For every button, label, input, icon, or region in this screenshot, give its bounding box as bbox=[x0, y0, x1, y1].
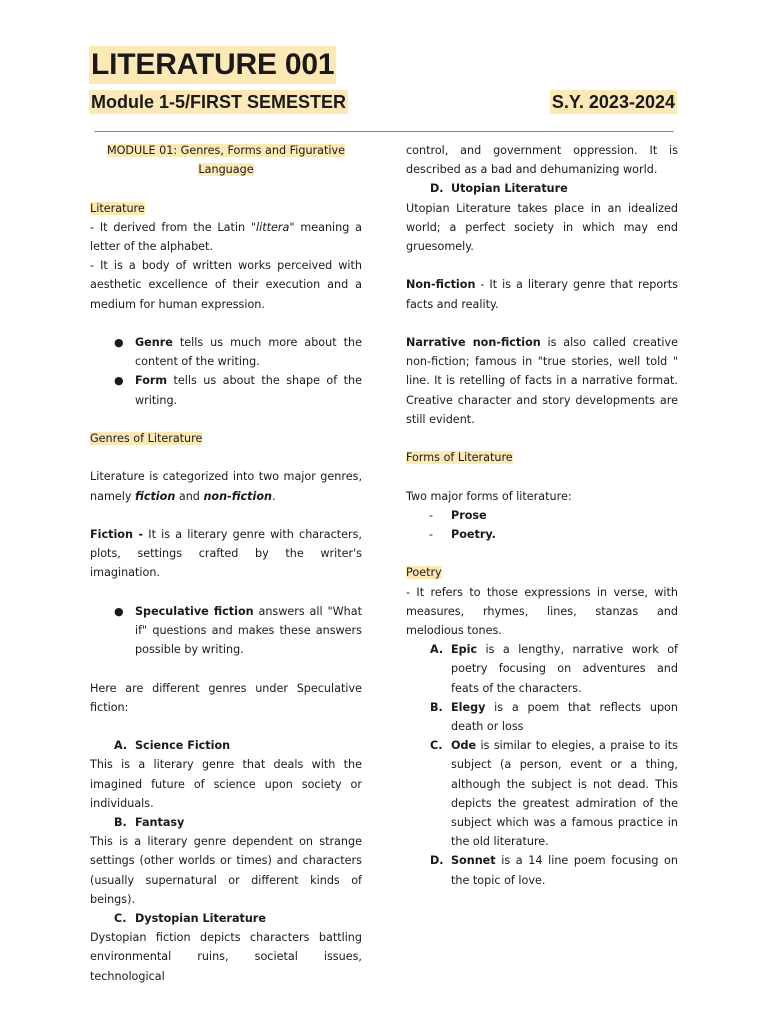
fiction-paragraph: Fiction - It is a literary genre with characters, plots, settings crafted by the writer's imagination. bbox=[90, 527, 362, 580]
section-heading-literature: Literature bbox=[90, 201, 145, 215]
poetry-item-epic: A. Epic is a lengthy, narrative work of poetry focusing on adventures and feats of the characters. bbox=[430, 643, 678, 695]
science-fiction-text: This is a literary genre that deals with the imagined future of science upon society or individuals. bbox=[90, 758, 362, 810]
section-heading-poetry: Poetry bbox=[406, 566, 442, 580]
bullet-speculative-fiction: ● Speculative fiction answers all "What if" questions and makes these answers possible by writing. bbox=[90, 602, 362, 660]
school-year: S.Y. 2023-2024 bbox=[551, 92, 675, 112]
form-item-poetry: - Poetry. bbox=[429, 528, 496, 541]
section-heading-genres: Genres of Literature bbox=[90, 432, 203, 445]
item-science-fiction: A. Science Fiction bbox=[114, 739, 231, 753]
module-subtitle: Module 1-5/FIRST SEMESTER bbox=[91, 92, 347, 112]
module-heading-line-2: Language bbox=[198, 163, 254, 177]
dystopian-text-continued: control, and government oppression. It is described as a bad and dehumanizing world. bbox=[406, 144, 678, 177]
left-column bbox=[90, 141, 362, 986]
poetry-item-elegy: B. Elegy is a poem that reflects upon death or loss bbox=[430, 700, 678, 734]
poetry-item-sonnet: D. Sonnet is a 14 line poem focusing on the topic of love. bbox=[430, 854, 678, 887]
genres-paragraph: Literature is categorized into two major genres, namely fiction and non-fiction. bbox=[90, 470, 362, 503]
header-divider bbox=[94, 131, 674, 132]
form-item-prose: - Prose bbox=[429, 508, 487, 522]
literature-definition-1: - It derived from the Latin "littera" meaning a letter of the alphabet. bbox=[90, 220, 362, 253]
bullet-icon: ● bbox=[114, 374, 124, 388]
document-title: LITERATURE 001 bbox=[89, 46, 336, 84]
nonfiction-paragraph: Non-fiction - It is a literary genre that reports facts and reality. bbox=[406, 278, 678, 311]
poetry-definition: - It refers to those expressions in verse, with measures, rhymes, lines, stanzas and melodious tones. bbox=[406, 585, 678, 637]
bullet-genre: ● Genre tells us much more about the content of the writing. bbox=[90, 333, 362, 371]
bullet-form: ● Form tells us about the shape of the writing. bbox=[90, 371, 362, 409]
module-heading bbox=[90, 141, 362, 179]
module-heading-line-1: MODULE 01: Genres, Forms and Figurative bbox=[106, 144, 346, 157]
right-column bbox=[406, 141, 678, 890]
forms-intro: Two major forms of literature: bbox=[406, 489, 572, 503]
bullet-icon: ● bbox=[114, 604, 124, 618]
utopian-text: Utopian Literature takes place in an idealized world; a perfect society in which may end gruesomely. bbox=[406, 201, 678, 254]
narrative-nonfiction-paragraph: Narrative non-fiction is also called creative non-fiction; famous in "true stories, well told " line. It is retelling of facts in a narrative format. Creative character and story developments are still evident. bbox=[406, 336, 678, 426]
literature-definition-2: - It is a body of written works perceived with aesthetic excellence of their execution and a medium for human expression. bbox=[90, 259, 362, 311]
dystopian-text: Dystopian fiction depicts characters battling environmental ruins, societal issues, technological bbox=[90, 931, 362, 983]
poetry-item-ode: C. Ode is similar to elegies, a praise to its subject (a person, event or a thing, although the subject is not dead. This depicts the greatest admiration of the subject which was a famous practice in the old literature. bbox=[430, 739, 678, 849]
item-fantasy: B. Fantasy bbox=[114, 815, 185, 829]
bullet-icon: ● bbox=[114, 336, 124, 349]
section-heading-forms: Forms of Literature bbox=[406, 451, 513, 465]
item-utopian: D. Utopian Literature bbox=[430, 182, 568, 196]
speculative-intro: Here are different genres under Speculative fiction: bbox=[90, 681, 362, 714]
fantasy-text: This is a literary genre dependent on strange settings (other worlds or times) and characters (usually supernatural or different kinds of beings). bbox=[90, 835, 362, 906]
item-dystopian: C. Dystopian Literature bbox=[114, 912, 266, 925]
